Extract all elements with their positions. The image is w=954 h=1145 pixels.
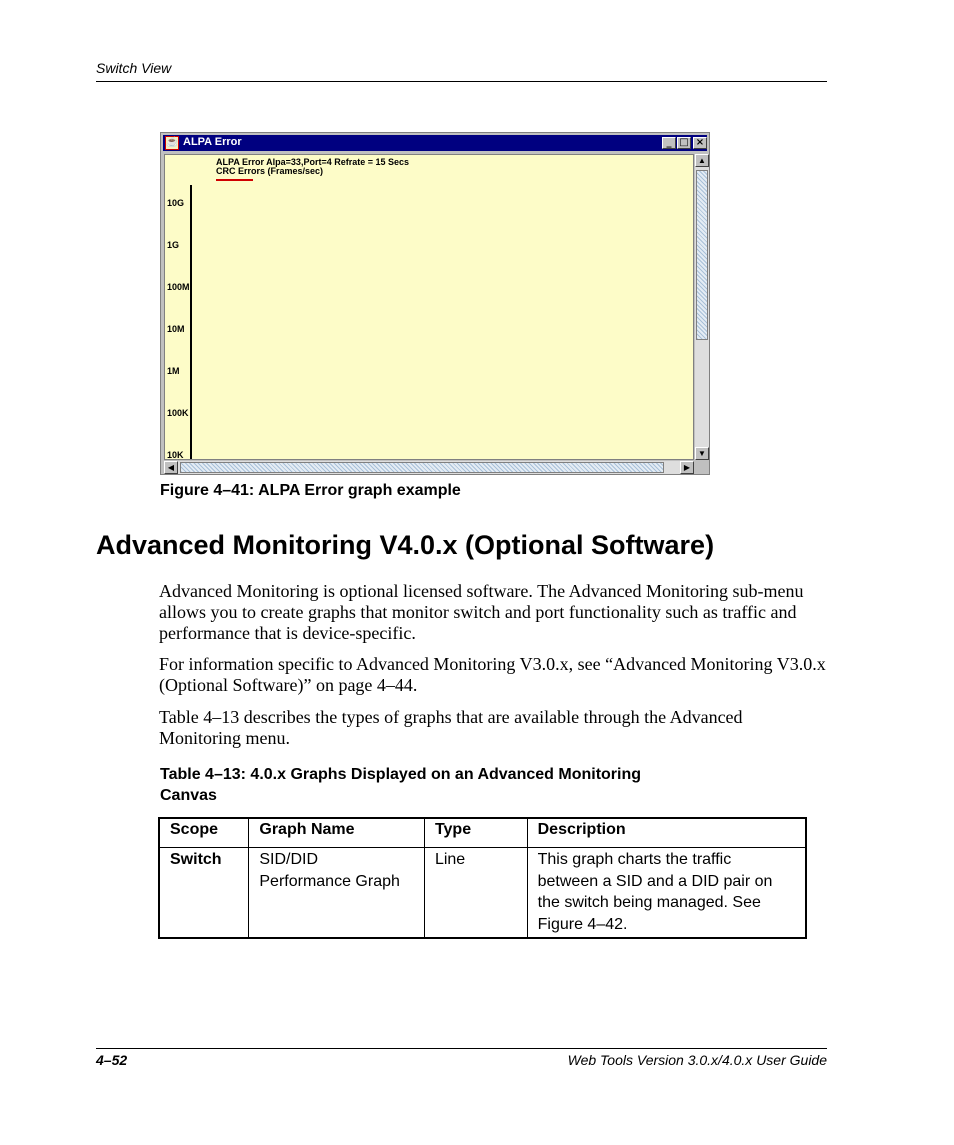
y-tick-label: 100M [167,282,190,292]
column-header: Graph Name [249,818,425,848]
java-app-icon: ☕ [166,137,179,148]
scroll-right-arrow-icon[interactable]: ▶ [680,461,694,474]
y-tick-label: 1G [167,240,180,250]
header-rule [96,81,827,82]
page-number: 4–52 [96,1052,128,1068]
table-cell: This graph charts the traffic between a SID and a DID pair on the switch being managed. See Figure 4–42. [527,848,806,939]
table-caption-line: Canvas [160,787,217,804]
maximize-button[interactable]: □ [677,137,691,149]
table-caption [160,764,641,806]
legend-label: CRC Errors (Frames/sec) [216,166,324,176]
scroll-down-arrow-icon[interactable]: ▼ [695,447,709,460]
column-header: Scope [159,818,249,848]
footer-rule [96,1048,827,1049]
table-cell: SID/DID Performance Graph [249,848,425,939]
alpa-error-window [160,132,710,475]
close-button[interactable]: × [693,137,707,149]
section-heading: Advanced Monitoring V4.0.x (Optional Software) [96,530,715,560]
y-tick-label: 10K [167,450,184,460]
scroll-up-arrow-icon[interactable]: ▲ [695,154,709,167]
table-cell: Line [424,848,527,939]
y-tick-label: 100K [167,408,189,418]
column-header: Type [424,818,527,848]
paragraph: Table 4–13 describes the types of graphs that are available through the Advanced Monitoring menu. [159,707,743,748]
vertical-scroll-thumb[interactable] [696,170,708,340]
table-cell: Switch [159,848,249,939]
document-title: Web Tools Version 3.0.x/4.0.x User Guide [567,1052,827,1068]
y-axis-line [190,185,192,460]
graph-canvas [164,154,694,460]
horizontal-scrollbar[interactable] [164,461,694,474]
paragraph: Advanced Monitoring is optional licensed software. The Advanced Monitoring sub-menu allows you to create graphs that monitor switch and port functionality such as traffic and performance that is device-specific. [159,581,804,643]
y-tick-label: 1M [167,366,180,376]
table-row [159,848,806,939]
legend-swatch [216,179,253,181]
window-title: ALPA Error [183,136,242,148]
y-tick-label: 10G [167,198,185,208]
paragraph: For information specific to Advanced Monitoring V3.0.x, see “Advanced Monitoring V3.0.x (Optional Software)” on page 4–44. [159,654,826,695]
graph-title-text: ALPA Error Alpa=33,Port=4 Refrate = 15 Secs [216,157,410,167]
figure-caption: Figure 4–41: ALPA Error graph example [160,482,461,499]
graphs-table [158,817,807,939]
graph-title [216,158,409,176]
table-header-row [159,818,806,848]
minimize-button[interactable]: _ [662,137,676,149]
scroll-left-arrow-icon[interactable]: ◀ [164,461,178,474]
table-caption-line: Table 4–13: 4.0.x Graphs Displayed on an Advanced Monitoring [160,766,642,783]
vertical-scrollbar[interactable] [695,154,709,460]
horizontal-scroll-thumb[interactable] [180,462,664,473]
window-title-bar[interactable] [163,135,707,151]
y-tick-label: 10M [167,324,185,334]
column-header: Description [527,818,806,848]
running-header: Switch View [96,60,172,76]
